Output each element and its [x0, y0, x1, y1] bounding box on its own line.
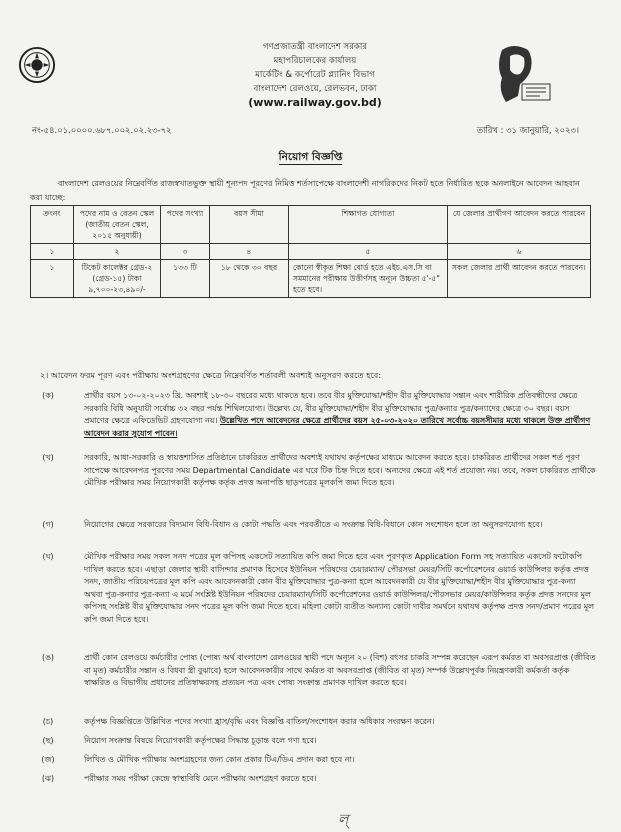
notice-date: তারিখ : ৩১ জানুয়ারি, ২০২৩। [476, 125, 579, 135]
row-sl: ১ [31, 260, 74, 298]
header-cell-count: পদের সংখ্যা [161, 206, 210, 244]
row-age: ১৮ থেকে ৩০ বছর [210, 260, 289, 298]
clause-cha [30, 716, 596, 729]
clause-text: সরকারি, আধা-সরকারি ও স্বায়ত্তশাসিত প্রতিষ্ঠানে চাকরিরত প্রার্থীদের অবশ্যই যথাযথ কর্তৃপক্ষের মাধ্যমে আবেদন করতে হবে। চাকরিরত প্রার্থীদের সকল শর্ত পূরণ সাপেক্ষে আবেদনপত্র পূরণের সময় Departmental Candidate এর ঘরে টিক চিহ্ন দিতে হবে। অন্যদের ক্ষেত্রে এই শর্ত প্রযোজ্য নয়। তবে, সকল চাকরিরত প্রার্থীকে মৌখিক পরীক্ষার সময় নিয়োগকারী কর্তৃপক্ষ কর্তৃক প্রদত্ত অনাপত্তি ছাড়পত্রের মূলকপি জমা দিতে হবে। [84, 453, 596, 488]
table-header-row [31, 206, 591, 244]
clause-uma [30, 652, 596, 690]
clause-ja [30, 754, 596, 767]
number-cell: ২ [74, 244, 161, 260]
header-line-4: বাংলাদেশ রেলওয়ে, রেলভবন, ঢাকা [253, 84, 377, 94]
header-cell-age: বয়স সীমা [210, 206, 289, 244]
clause-text: মৌখিক পরীক্ষার সময় সকল সনদ পত্রের মূল কপিসহ একসেট সত্যায়িত কপি জমা দিতে হবে এবং পূরণকৃত Application Form সহ সত্যায়িত একসেট ফটোকপি দাখিল করতে হবে। এছাড়া জেলার স্থায়ী বাসিন্দার প্রমাণক হিসেবে ইউনিয়ন পরিষদের চেয়ারম্যান/ পৌরসভা মেয়র/সিটি কর্পোরেশনের ওয়ার্ড কাউন্সিলর কর্তৃক প্রদত্ত সনদ, জাতীয় পরিচয়পত্রের মূল কপি এবং আবেদনকারী কোন বীর মুক্তিযোদ্ধার পুত্র-কন্যা হলে আবেদনকারী যে বীর মুক্তিযোদ্ধা/শহীদ বীর মুক্তিযোদ্ধার পুত্র-কন্যা অথবা পুত্র-কন্যার পুত্র-কন্যা এ মর্মে সংশ্লিষ্ট ইউনিয়ন পরিষদের চেয়ারম্যান/সিটি কর্পোরেশনের ওয়ার্ড কাউন্সিলর/পৌরসভার মেয়র/কাউন্সিলর কর্তৃক প্রদত্ত সনদের মূল কপিসহ সংশ্লিষ্ট বীর মুক্তিযোদ্ধার সনদ পত্রের মূল কপি জমা দিতে হবে। মহিলা কোটা ব্যতীত অন্যান্য কোটা দাবীর সমর্থনে যথাযথ কর্তৃপক্ষ প্রদত্ত সনদ/প্রমাণ পত্রের মূল কপি জমা দিতে হবে। [84, 552, 595, 624]
vacancy-table [30, 205, 591, 298]
number-cell: ৬ [448, 244, 591, 260]
row-education: কোনো স্বীকৃত শিক্ষা বোর্ড হতে এইচ.এস.সি বা সমমানের পরীক্ষায় উত্তীর্ণসহ অন্যূন উচ্চতা ৫'-৫" হতে হবে। [289, 260, 448, 298]
clause-label: (খ) [42, 453, 54, 462]
table-row [31, 260, 591, 298]
government-seal-icon [18, 46, 56, 84]
clause-label: (ছ) [42, 736, 54, 745]
clause-label: (জ) [41, 755, 55, 764]
header-line-1: গণপ্রজাতন্ত্রী বাংলাদেশ সরকার [262, 42, 368, 52]
clause-jha [30, 773, 596, 786]
row-count: ১৩৩ টি [161, 260, 210, 298]
clause-gha [30, 551, 596, 627]
intro-paragraph: বাংলাদেশ রেলওয়ের নিম্নেবর্ণিত রাজস্বখাতভুক্ত স্থায়ী শূন্যপদ পূরণের নিমিত্ত শর্তসাপেক্ষে বাংলাদেশী নাগরিকদের নিকট হতে নির্ধারিত ছকে অনলাইনে আবেদন আহবান করা যাচ্ছে: [30, 179, 580, 202]
number-cell: ১ [31, 244, 74, 260]
clause-text: পরীক্ষার সময় পরীক্ষা কেন্দ্রে স্বাস্থ্যবিধি মেনে পরীক্ষায় অংশগ্রহণ করতে হবে। [84, 774, 317, 783]
header-cell-district: যে জেলার প্রার্থীগণ আবেদন করতে পারবেন [448, 206, 591, 244]
clause-label: (ঘ) [42, 552, 54, 561]
clause-label: (ঝ) [41, 774, 55, 783]
clause-text: নিয়োগের ক্ষেত্রে সরকারের বিদ্যমান বিধি-বিধান ও কোটা পদ্ধতি এবং পরবর্তীতে এ সংক্রান্ত বিধি-বিধানে কোন সংশোধন হলে তা অনুসরণযোগ্য হবে। [84, 520, 543, 529]
signature: ল্ [338, 812, 349, 828]
number-cell: ৩ [161, 244, 210, 260]
number-cell: ৫ [289, 244, 448, 260]
clause-label: (ক) [42, 391, 54, 400]
clause-kha [30, 452, 596, 490]
clause-label: (চ) [42, 717, 54, 726]
number-cell: ৪ [210, 244, 289, 260]
clause-text: প্রার্থী কোন রেলওয়ে কর্মচারীর পোষ্য (পোষ্য অর্থ বাংলাদেশ রেলওয়ের স্থায়ী পদে অন্যূন ২০ (বিশ) বৎসর চাকরি সম্পন্ন করেছেন এরূপ কর্মরত বা অবসরপ্রাপ্ত (জীবিত বা মৃত) কর্মচারীর সন্তান ও বিধবা স্ত্রী বুঝাবে) হলে আবেদনকারীর সাথে কর্মরত বা অবসরপ্রাপ্ত (জীবিত বা মৃত) সম্পর্ক উল্লেখপূর্বক নিয়ন্ত্রণকারী কর্মকর্তা কর্তৃক স্বাক্ষরিত ও বিভাগীয় প্রধানের প্রতিস্বাক্ষরসহ প্রত্যয়ন পত্র এবং পোষ্য সংক্রান্ত প্রমাণক দাখিল করতে হবে। [84, 653, 596, 688]
clause-chha [30, 735, 596, 748]
clause-text: নিয়োগ সংক্রান্ত বিষয়ে নিয়োগকারী কর্তৃপক্ষের সিদ্ধান্ত চূড়ান্ত বলে গণ্য হবে। [84, 736, 317, 745]
memo-number: নং-৫৪.০১.০০০০.৬৮৭.০০২.০২.২৩-৭২ [32, 125, 172, 135]
page-title [0, 150, 621, 167]
header-line-2: মহাপরিচালকের কার্যালয় [273, 56, 357, 66]
clause-text: লিখিত ও মৌখিক পরীক্ষায় অংশগ্রহণের জন্য কোন প্রকার টিএ/ডিএ প্রদান করা হবে না। [84, 755, 355, 764]
header-cell-post: পদের নাম ও বেতন স্কেল (জাতীয় বেতন স্কেল, ২০১৫ অনুযায়ী) [74, 206, 161, 244]
table-number-row [31, 244, 591, 260]
header-cell-education: শিক্ষাগত যোগ্যতা [289, 206, 448, 244]
clause-label: (গ) [42, 520, 54, 529]
clause-text: কর্তৃপক্ষ বিজ্ঞপ্তিতে উল্লিখিত পদের সংখ্যা হ্রাস/বৃদ্ধি এবং বিজ্ঞপ্তি বাতিল/সংশোধন করার অধিকার সংরক্ষণ করেন। [84, 717, 435, 726]
header-line-3: মার্কেটিং & কর্পোরেট প্ল্যানিং বিভাগ [255, 70, 375, 80]
conditions-intro: ২। আবেদন ফরম পূরণ এবং পরীক্ষায় অংশগ্রহণের ক্ষেত্রে নিম্নেবর্ণিত শর্তাবলী অবশ্যই অনুসরণ করতে হবে: [40, 370, 382, 380]
mujib-100-logo-icon [484, 40, 554, 110]
clause-body: প্রার্থীর বয়স ১৩-০২-২০২৩ খ্রি. অবশ্যই ১৮-৩০ বছরের মধ্যে থাকতে হবে। তবে বীর মুক্তিযোদ্ধা/শহীদ বীর মুক্তিযোদ্ধার সন্তান এবং শারীরিক প্রতিবন্ধীদের ক্ষেত্রে সরকারি বিধি অনুযায়ী সর্বোচ্চ ৩২ বছর পর্যন্ত শিথিলযোগ্য। উল্লেখ্য যে, বীর মুক্তিযোদ্ধা/শহীদ বীর মুক্তিযোদ্ধার পুত্র/কন্যার পুত্র/কন্যাদের ক্ষেত্রে ৩০ বছর। বয়স প্রমাণের ক্ষেত্রে এফিডেভিট গ্রহণযোগ্য নয়। [84, 391, 578, 426]
clause-text [84, 390, 596, 440]
row-post: টিকেট কালেক্টর গ্রেড-২ (গ্রেড-১৫) টাকা ৯,৭০০-২৩,৪৯০/- [74, 260, 161, 298]
page-title-text: নিয়োগ বিজ্ঞপ্তি [278, 151, 343, 163]
clause-ka [30, 390, 596, 440]
clause-label: (ঙ) [42, 653, 54, 662]
header-cell-sl: ক্রংনং [31, 206, 74, 244]
row-district: সকল জেলার প্রার্থী আবেদন করতে পারবেন। [448, 260, 591, 298]
clause-highlight: উল্লেখিত পদে আবেদনের ক্ষেত্রে প্রার্থীদের বয়স ২৫-০৩-২০২০ তারিখে সর্বোচ্চ বয়সসীমার মধ্যে থাকলে উক্ত প্রার্থীগণ আবেদন করার সুযোগ পাবেন। [84, 416, 591, 438]
clause-ga [30, 519, 596, 532]
website-link[interactable]: (www.railway.gov.bd) [248, 96, 382, 109]
